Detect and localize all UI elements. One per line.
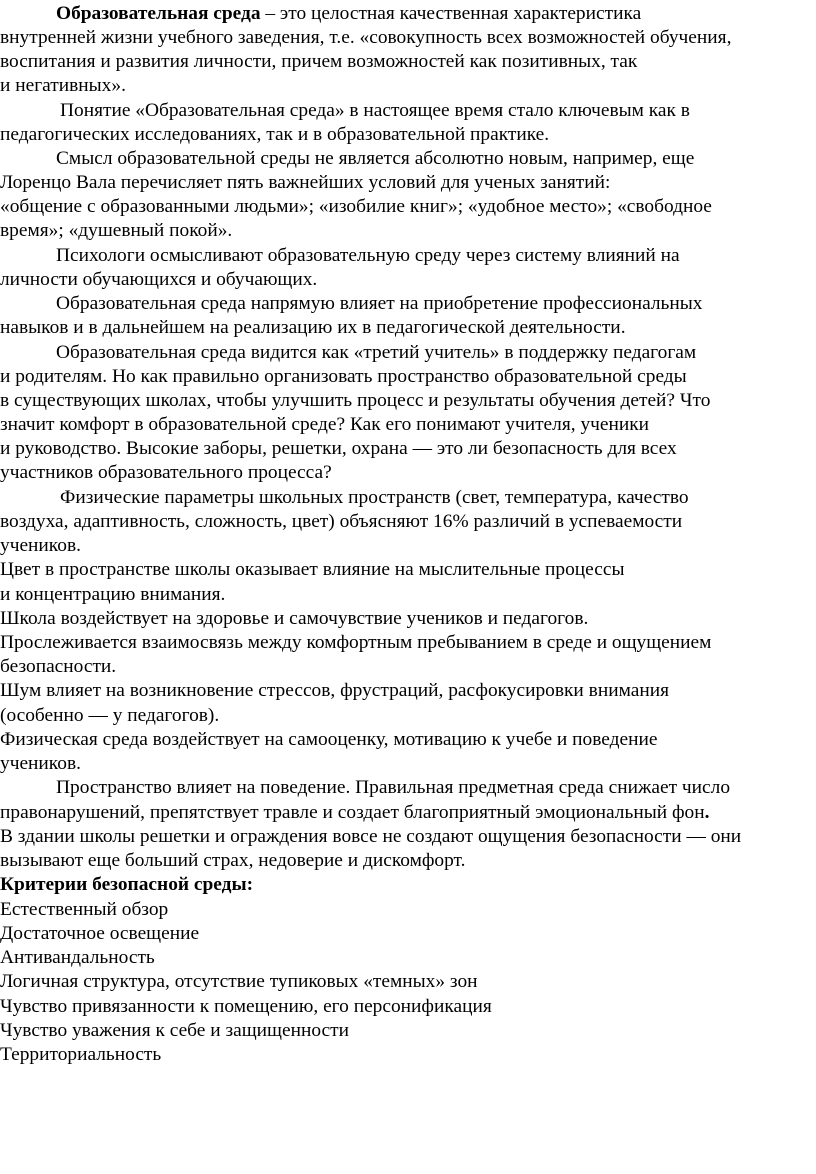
paragraph-line: «общение с образованными людьми»; «изобилие книг»; «удобное место»; «свободное <box>0 196 712 217</box>
paragraph-line: участников образовательного процесса? <box>0 462 332 483</box>
paragraph-line: внутренней жизни учебного заведения, т.е. «совокупность всех возможностей обучения, <box>0 27 732 48</box>
paragraph-line: педагогических исследованиях, так и в образовательной практике. <box>0 124 550 145</box>
paragraph-line: Психологи осмысливают образовательную среду через систему влияний на <box>56 245 680 266</box>
paragraph-line: Школа воздействует на здоровье и самочувствие учеников и педагогов. <box>0 608 589 629</box>
paragraph-line: личности обучающихся и обучающих. <box>0 269 318 290</box>
list-item: Чувство уважения к себе и защищенности <box>0 1020 349 1041</box>
list-item: Естественный обзор <box>0 899 169 920</box>
paragraph-line: и негативных». <box>0 75 126 96</box>
paragraph-line: и руководство. Высокие заборы, решетки, охрана — это ли безопасность для всех <box>0 438 677 459</box>
paragraph-line: правонарушений, препятствует травле и создает благоприятный эмоциональный фон. <box>0 802 710 823</box>
paragraph-line: Прослеживается взаимосвязь между комфортным пребыванием в среде и ощущением <box>0 632 712 653</box>
paragraph-line: Образовательная среда – это целостная качественная характеристика <box>56 3 642 24</box>
paragraph-line: значит комфорт в образовательной среде? Как его понимают учителя, ученики <box>0 414 650 435</box>
paragraph-line: Физическая среда воздействует на самооценку, мотивацию к учебе и поведение <box>0 729 658 750</box>
paragraph-line: воспитания и развития личности, причем возможностей как позитивных, так <box>0 51 638 72</box>
paragraph-line: воздуха, адаптивность, сложность, цвет) объясняют 16% различий в успеваемости <box>0 511 683 532</box>
paragraph-line: Физические параметры школьных пространств (свет, температура, качество <box>60 487 689 508</box>
paragraph-line: и концентрацию внимания. <box>0 584 226 605</box>
paragraph-line: навыков и в дальнейшем на реализацию их в педагогической деятельности. <box>0 317 626 338</box>
paragraph-line: (особенно — у педагогов). <box>0 705 220 726</box>
list-item: Достаточное освещение <box>0 923 200 944</box>
criteria-heading: Критерии безопасной среды: <box>0 874 254 895</box>
list-item: Антивандальность <box>0 947 155 968</box>
term-bold: Образовательная среда <box>56 3 261 24</box>
paragraph-line: вызывают еще больший страх, недоверие и дискомфорт. <box>0 850 466 871</box>
paragraph-line: время»; «душевный покой». <box>0 220 233 241</box>
paragraph-line: Образовательная среда напрямую влияет на приобретение профессиональных <box>56 293 703 314</box>
list-item: Территориальность <box>0 1044 162 1065</box>
paragraph-line: Понятие «Образовательная среда» в настоящее время стало ключевым как в <box>60 100 690 121</box>
paragraph-line: Цвет в пространстве школы оказывает влияние на мыслительные процессы <box>0 559 625 580</box>
list-item: Чувство привязанности к помещению, его персонификация <box>0 996 492 1017</box>
list-item: Логичная структура, отсутствие тупиковых «темных» зон <box>0 971 478 992</box>
paragraph-line: Смысл образовательной среды не является абсолютно новым, например, еще <box>56 148 695 169</box>
paragraph-line: в существующих школах, чтобы улучшить процесс и результаты обучения детей? Что <box>0 390 711 411</box>
paragraph-line: и родителям. Но как правильно организовать пространство образовательной среды <box>0 366 687 387</box>
paragraph-line: Пространство влияет на поведение. Правильная предметная среда снижает число <box>56 777 731 798</box>
paragraph-line: Образовательная среда видится как «третий учитель» в поддержку педагогам <box>56 342 697 363</box>
paragraph-line: учеников. <box>0 535 81 556</box>
paragraph-line: учеников. <box>0 753 81 774</box>
paragraph-line: Шум влияет на возникновение стрессов, фрустраций, расфокусировки внимания <box>0 680 669 701</box>
paragraph-line: безопасности. <box>0 656 117 677</box>
paragraph-line: Лоренцо Вала перечисляет пять важнейших условий для ученых занятий: <box>0 172 611 193</box>
paragraph-line: В здании школы решетки и ограждения вовсе не создают ощущения безопасности — они <box>0 826 742 847</box>
